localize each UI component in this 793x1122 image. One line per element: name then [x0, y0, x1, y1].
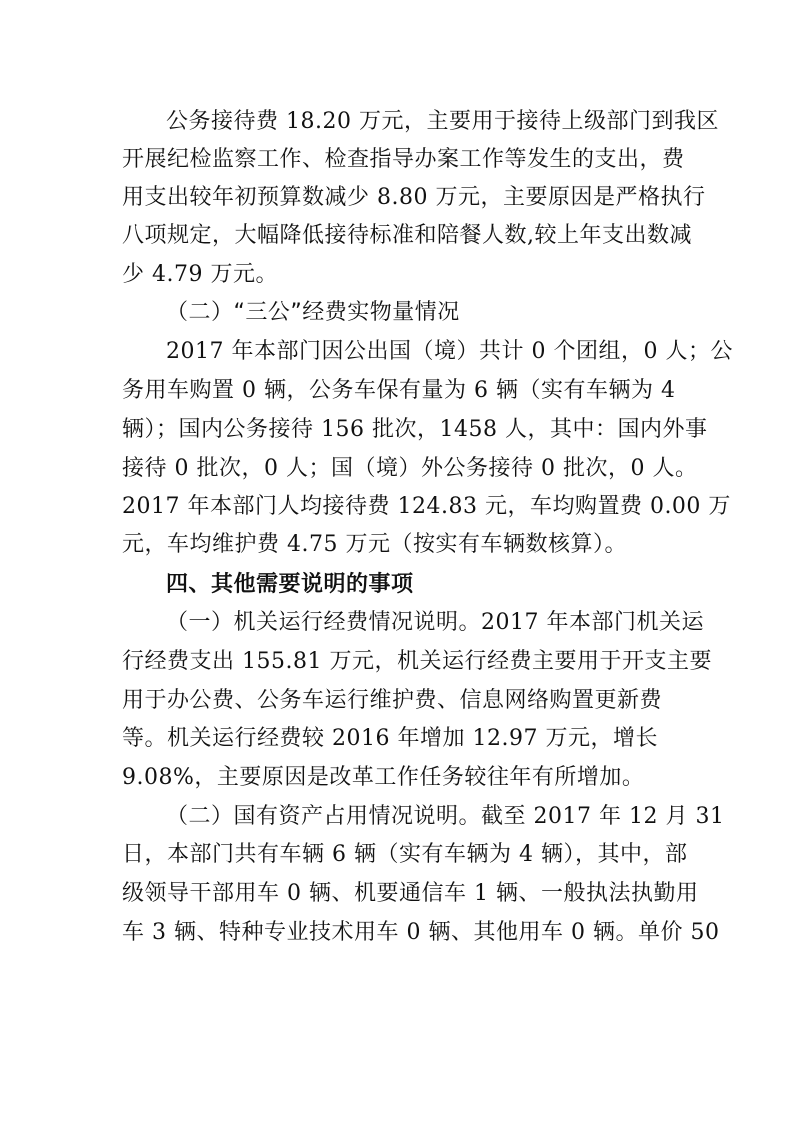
- text-line: 开展纪检监察工作、检查指导办案工作等发生的支出，费: [122, 147, 685, 172]
- text-line: （一）机关运行经费情况说明。2017 年本部门机关运: [166, 610, 704, 635]
- section-heading: 四、其他需要说明的事项: [166, 571, 414, 597]
- text-line: 八项规定，大幅降低接待标准和陪餐人数,较上年支出数减: [122, 223, 692, 248]
- text-line: 接待 0 批次，0 人；国（境）外公务接待 0 批次，0 人。: [122, 456, 698, 481]
- text-line: 用支出较年初预算数减少 8.80 万元，主要原因是严格执行: [122, 185, 706, 210]
- sub-heading-sangong: （二）“三公”经费实物量情况: [166, 300, 460, 325]
- text-line: 少 4.79 万元。: [122, 262, 278, 287]
- text-line: 务用车购置 0 辆，公务车保有量为 6 辆（实有车辆为 4: [122, 378, 676, 403]
- text-line: 辆）；国内公务接待 156 批次，1458 人，其中：国内外事: [122, 417, 708, 442]
- text-line: 日，本部门共有车辆 6 辆（实有车辆为 4 辆），其中，部: [122, 842, 688, 867]
- text-line: （二）国有资产占用情况说明。截至 2017 年 12 月 31: [166, 804, 725, 829]
- text-line: 级领导干部用车 0 辆、机要通信车 1 辆、一般执法执勤用: [122, 881, 699, 906]
- text-line: 9.08%，主要原因是改革工作任务较往年有所增加。: [122, 765, 645, 790]
- text-line: 等。机关运行经费较 2016 年增加 12.97 万元，增长: [122, 726, 658, 751]
- text-line: 行经费支出 155.81 万元，机关运行经费主要用于开支主要: [122, 649, 712, 674]
- text-line: 公务接待费 18.20 万元，主要用于接待上级部门到我区: [166, 109, 719, 134]
- text-line: 2017 年本部门人均接待费 124.83 元，车均购置费 0.00 万: [122, 494, 731, 519]
- text-line: 元，车均维护费 4.75 万元（按实有车辆数核算）。: [122, 532, 627, 557]
- text-line: 用于办公费、公务车运行维护费、信息网络购置更新费: [122, 688, 663, 713]
- text-line: 车 3 辆、特种专业技术用车 0 辆、其他用车 0 辆。单价 50: [122, 920, 720, 945]
- text-line: 2017 年本部门因公出国（境）共计 0 个团组，0 人；公: [166, 339, 733, 364]
